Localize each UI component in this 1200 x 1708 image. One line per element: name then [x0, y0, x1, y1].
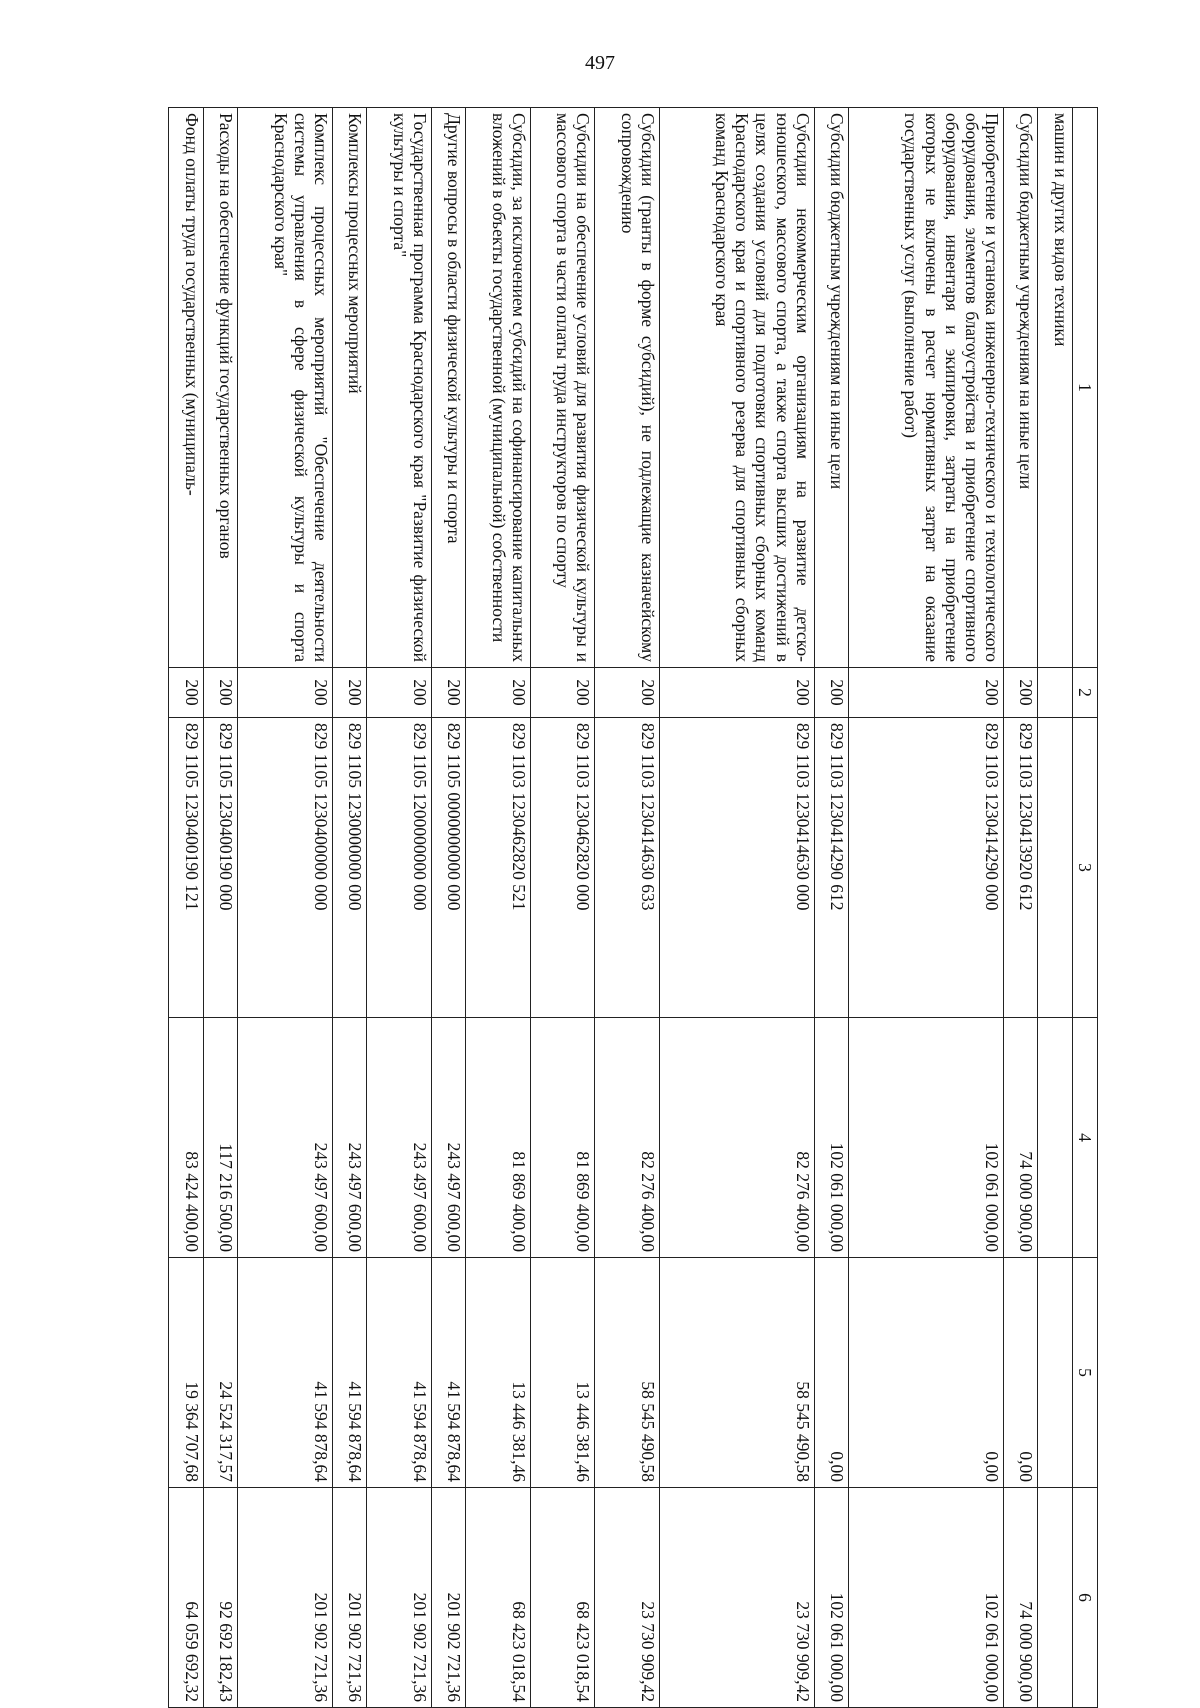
row-code: 200: [431, 668, 466, 718]
row-value-col4: 81 869 400,00: [530, 1018, 595, 1258]
row-value-col4: 102 061 000,00: [849, 1018, 1004, 1258]
table-row: [431, 108, 466, 1708]
row-kbk: 829 1105 1200000000 000: [367, 718, 432, 1018]
row-value-col5: 41 594 878,64: [238, 1258, 333, 1488]
row-kbk: 829 1103 1230414290 612: [814, 718, 849, 1018]
header-col-1: 1: [1073, 108, 1098, 668]
row-value-col6: 201 902 721,36: [332, 1488, 367, 1708]
row-value-col4: [1038, 1018, 1073, 1258]
row-code: 200: [1003, 668, 1038, 718]
row-value-col5: 0,00: [814, 1258, 849, 1488]
row-name: Фонд оплаты труда государственных (муниципаль-: [169, 108, 204, 668]
row-kbk: 829 1103 1230414630 000: [660, 718, 815, 1018]
row-value-col5: 19 364 707,68: [169, 1258, 204, 1488]
table-row: [1038, 108, 1073, 1708]
row-name: Субсидии бюджетным учреждениям на иные цели: [814, 108, 849, 668]
row-name: Расходы на обеспечение функций государственных органов: [203, 108, 238, 668]
row-value-col4: 243 497 600,00: [238, 1018, 333, 1258]
row-value-col4: 74 000 900,00: [1003, 1018, 1038, 1258]
page-number: 497: [585, 52, 615, 74]
budget-table: [168, 107, 1098, 1708]
row-kbk: 829 1103 1230413920 612: [1003, 718, 1038, 1018]
table-row: [169, 108, 204, 1708]
table-row: [595, 108, 660, 1708]
row-value-col6: 68 423 018,54: [530, 1488, 595, 1708]
row-code: 200: [849, 668, 1004, 718]
table-row: [466, 108, 531, 1708]
row-value-col6: 23 730 909,42: [595, 1488, 660, 1708]
row-name: Комплекс процессных мероприятий "Обеспечение деятельности системы управления в сфере физической культуры и спорта Краснодарского края": [238, 108, 333, 668]
row-name: Субсидии бюджетным учреждениям на иные цели: [1003, 108, 1038, 668]
row-value-col5: [1038, 1258, 1073, 1488]
row-value-col5: 24 524 317,57: [203, 1258, 238, 1488]
row-code: 200: [595, 668, 660, 718]
row-value-col6: 201 902 721,36: [367, 1488, 432, 1708]
row-kbk: 829 1105 1230400190 121: [169, 718, 204, 1018]
rotated-table-container: [168, 107, 1098, 1707]
row-name: Приобретение и установка инженерно-технического и технологического оборудования, элементов благоустройства и приобретение спортивного оборудования, инвентаря и экипировки, затраты на приобретение которых не включены в расчет нормативных затрат на оказание государственных услуг (выполнение работ): [849, 108, 1004, 668]
table-row: [1003, 108, 1038, 1708]
header-row: [1073, 108, 1098, 1708]
row-value-col4: 83 424 400,00: [169, 1018, 204, 1258]
header-col-4: 4: [1073, 1018, 1098, 1258]
table-row: [367, 108, 432, 1708]
table-row: [332, 108, 367, 1708]
row-value-col6: 64 059 692,32: [169, 1488, 204, 1708]
header-col-2: 2: [1073, 668, 1098, 718]
row-value-col5: 58 545 490,58: [660, 1258, 815, 1488]
table-row: [530, 108, 595, 1708]
row-code: 200: [332, 668, 367, 718]
row-kbk: 829 1103 1230414290 000: [849, 718, 1004, 1018]
row-value-col4: 102 061 000,00: [814, 1018, 849, 1258]
header-col-5: 5: [1073, 1258, 1098, 1488]
header-col-6: 6: [1073, 1488, 1098, 1708]
row-value-col5: 0,00: [849, 1258, 1004, 1488]
row-kbk: 829 1103 1230462820 000: [530, 718, 595, 1018]
row-value-col6: 201 902 721,36: [238, 1488, 333, 1708]
row-value-col6: 92 692 182,43: [203, 1488, 238, 1708]
table-row: [660, 108, 815, 1708]
row-code: [1038, 668, 1073, 718]
row-kbk: 829 1103 1230462820 521: [466, 718, 531, 1018]
table-row: [238, 108, 333, 1708]
row-value-col5: 58 545 490,58: [595, 1258, 660, 1488]
row-name: Комплексы процессных мероприятий: [332, 108, 367, 668]
row-value-col5: 13 446 381,46: [530, 1258, 595, 1488]
table-row: [203, 108, 238, 1708]
row-code: 200: [660, 668, 815, 718]
row-code: 200: [466, 668, 531, 718]
row-name: Субсидии на обеспечение условий для развития физической культуры и массового спорта в части оплаты труда инструкторов по спорту: [530, 108, 595, 668]
table-body: [169, 108, 1073, 1708]
row-kbk: 829 1105 1230400000 000: [238, 718, 333, 1018]
row-name: Субсидии, за исключением субсидий на софинансирование капитальных вложений в объекты государственной (муниципальной) собственности: [466, 108, 531, 668]
row-value-col4: 82 276 400,00: [660, 1018, 815, 1258]
row-value-col4: 81 869 400,00: [466, 1018, 531, 1258]
row-value-col6: 201 902 721,36: [431, 1488, 466, 1708]
row-value-col5: 41 594 878,64: [332, 1258, 367, 1488]
table-row: [849, 108, 1004, 1708]
row-kbk: [1038, 718, 1073, 1018]
row-value-col4: 243 497 600,00: [431, 1018, 466, 1258]
row-name: Государственная программа Краснодарского края "Развитие физической культуры и спорта": [367, 108, 432, 668]
row-value-col6: [1038, 1488, 1073, 1708]
row-kbk: 829 1105 0000000000 000: [431, 718, 466, 1018]
row-kbk: 829 1105 1230000000 000: [332, 718, 367, 1018]
row-value-col6: 23 730 909,42: [660, 1488, 815, 1708]
row-value-col4: 82 276 400,00: [595, 1018, 660, 1258]
row-name: Субсидии (гранты в форме субсидий), не подлежащие казначейскому сопровождению: [595, 108, 660, 668]
row-value-col4: 117 216 500,00: [203, 1018, 238, 1258]
row-value-col5: 0,00: [1003, 1258, 1038, 1488]
row-name: Другие вопросы в области физической культуры и спорта: [431, 108, 466, 668]
row-value-col4: 243 497 600,00: [367, 1018, 432, 1258]
header-col-3: 3: [1073, 718, 1098, 1018]
row-value-col6: 68 423 018,54: [466, 1488, 531, 1708]
row-kbk: 829 1103 1230414630 633: [595, 718, 660, 1018]
row-code: 200: [814, 668, 849, 718]
row-name: машин и других видов техники: [1038, 108, 1073, 668]
row-kbk: 829 1105 1230400190 000: [203, 718, 238, 1018]
row-value-col6: 74 000 900,00: [1003, 1488, 1038, 1708]
table-row: [814, 108, 849, 1708]
row-code: 200: [238, 668, 333, 718]
row-value-col6: 102 061 000,00: [849, 1488, 1004, 1708]
row-code: 200: [169, 668, 204, 718]
row-value-col5: 41 594 878,64: [431, 1258, 466, 1488]
row-code: 200: [367, 668, 432, 718]
row-name: Субсидии некоммерческим организациям на развитие детско-юношеского, массового спорта, а также спорта высших достижений в целях создания условий для подготовки спортивных сборных команд Краснодарского края и спортивного резерва для спортивных сборных команд Краснодарского края: [660, 108, 815, 668]
row-code: 200: [530, 668, 595, 718]
row-code: 200: [203, 668, 238, 718]
row-value-col5: 41 594 878,64: [367, 1258, 432, 1488]
row-value-col4: 243 497 600,00: [332, 1018, 367, 1258]
row-value-col6: 102 061 000,00: [814, 1488, 849, 1708]
row-value-col5: 13 446 381,46: [466, 1258, 531, 1488]
